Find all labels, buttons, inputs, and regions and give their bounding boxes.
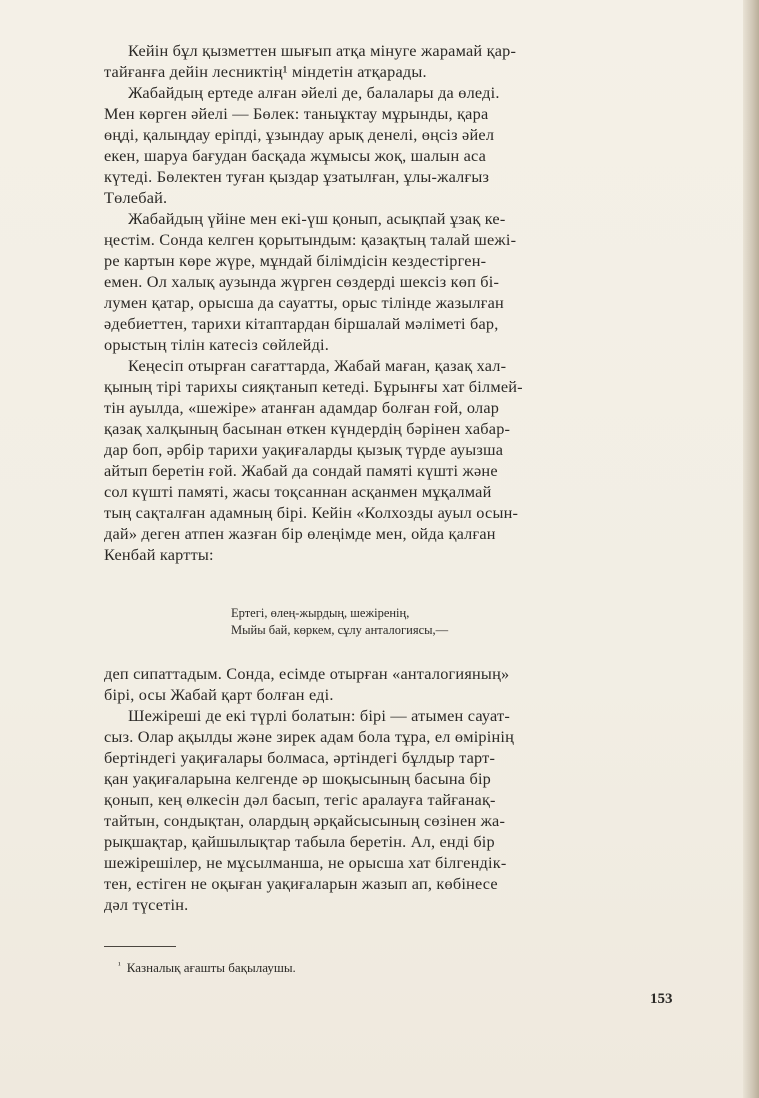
text-line: деп сипаттадым. Сонда, есімде отырған «анталогияның» — [104, 664, 510, 683]
poem-quote — [231, 605, 448, 639]
footnote — [118, 960, 296, 976]
text-line: қының тірі тарихы сияқтанып кетеді. Бұрынғы хат білмей- — [104, 377, 523, 396]
text-line: лумен қатар, орысша да сауатты, орыс тілінде жазылған — [104, 293, 504, 312]
text-line: бертіндегі уақиғалары болмаса, әртіндегі бұлдыр тарт- — [104, 748, 496, 767]
text-line: дар боп, әрбір тарихи уақиғаларды қызық түрде ауызша — [104, 440, 504, 459]
text-line: дай» деген атпен жазған бір өлеңімде мен, ойда қалған — [104, 524, 496, 543]
text-line: әдебиеттен, тарихи кітаптардан біршалай мәліметі бар, — [104, 314, 499, 333]
footnote-marker: ¹ — [118, 960, 121, 970]
text-line: тін ауылда, «шежіре» атанған адамдар болған ғой, олар — [104, 398, 500, 417]
text-line: қонып, кең өлкесін дәл басып, тегіс аралауға тайғанақ- — [104, 790, 496, 809]
poem-line: Ертегі, өлең-жырдың, шежіренің, — [231, 606, 410, 620]
text-line: Кенбай картты: — [104, 545, 214, 564]
text-line: тайғанға дейін лесниктің¹ міндетін атқарады. — [104, 62, 427, 81]
text-line: өңді, қалыңдау еріпді, ұзындау арық денелі, өңсіз әйел — [104, 125, 495, 144]
text-line: бірі, осы Жабай қарт болған еді. — [104, 685, 334, 704]
footnote-divider — [104, 946, 176, 947]
text-line: қан уақиғаларына келгенде әр шоқысының басына бір — [104, 769, 492, 788]
text-line: Кеңесіп отырған сағаттарда, Жабай маған, қазақ хал- — [128, 356, 507, 375]
text-line: дәл түсетін. — [104, 895, 189, 914]
text-line: Шежіреші де екі түрлі болатын: бірі — атымен сауат- — [128, 706, 510, 725]
text-line: ре картын көре жүре, мұндай білімдісін кездестірген- — [104, 251, 487, 270]
text-line: тен, естіген не оқыған уақиғаларын жазып ап, көбінесе — [104, 874, 498, 893]
page-edge-shadow — [743, 0, 759, 1098]
text-line: орыстың тілін катесіз сөйлейді. — [104, 335, 330, 354]
text-line: күтеді. Бөлектен туған қыздар ұзатылған, ұлы-жалғыз — [104, 167, 490, 186]
text-line: шежірешілер, не мұсылманша, не орысша хат білгендік- — [104, 853, 507, 872]
text-line: Мен көрген әйелі — Бөлек: таныұктау мұрынды, қара — [104, 104, 489, 123]
text-line: Төлебай. — [104, 188, 168, 207]
text-line: Жабайдың үйіне мен екі-үш қонып, асықпай ұзақ ке- — [128, 209, 506, 228]
text-line: Жабайдың ертеде алған әйелі де, балалары да өледі. — [128, 83, 500, 102]
text-line: тайтын, сондықтан, олардың әрқайсысының сөзінен жа- — [104, 811, 506, 830]
page-number: 153 — [650, 991, 673, 1007]
text-line: сыз. Олар ақылды және зирек адам бола тұра, ел өмірінің — [104, 727, 515, 746]
main-text-block-continued — [104, 663, 678, 915]
text-line: емен. Ол халық аузында жүрген сөздерді шексіз көп бі- — [104, 272, 500, 291]
text-line: тың сақталған адамның бірі. Кейін «Колхозды ауыл осын- — [104, 503, 519, 522]
text-line: екен, шаруа бағудан басқада жұмысы жоқ, шалын аса — [104, 146, 487, 165]
footnote-text: Казналық ағашты бақылаушы. — [126, 960, 296, 975]
text-line: сол күшті памяті, жасы тоқсаннан асқанмен мұқалмай — [104, 482, 492, 501]
text-line: қазақ халқының басынан өткен күндердің бәрінен хабар- — [104, 419, 511, 438]
text-line: рықшақтар, қайшылықтар табыла беретін. Ал, енді бір — [104, 832, 495, 851]
text-line: Кейін бұл қызметтен шығып атқа мінуге жарамай қар- — [128, 41, 517, 60]
main-text-block — [104, 40, 678, 565]
text-line: ңестім. Сонда келген қорытындым: қазақтың талай шежі- — [104, 230, 517, 249]
text-line: айтып беретін ғой. Жабай да сондай памяті күшті және — [104, 461, 498, 480]
poem-line: Мыйы бай, көркем, сұлу анталогиясы,— — [231, 623, 449, 637]
